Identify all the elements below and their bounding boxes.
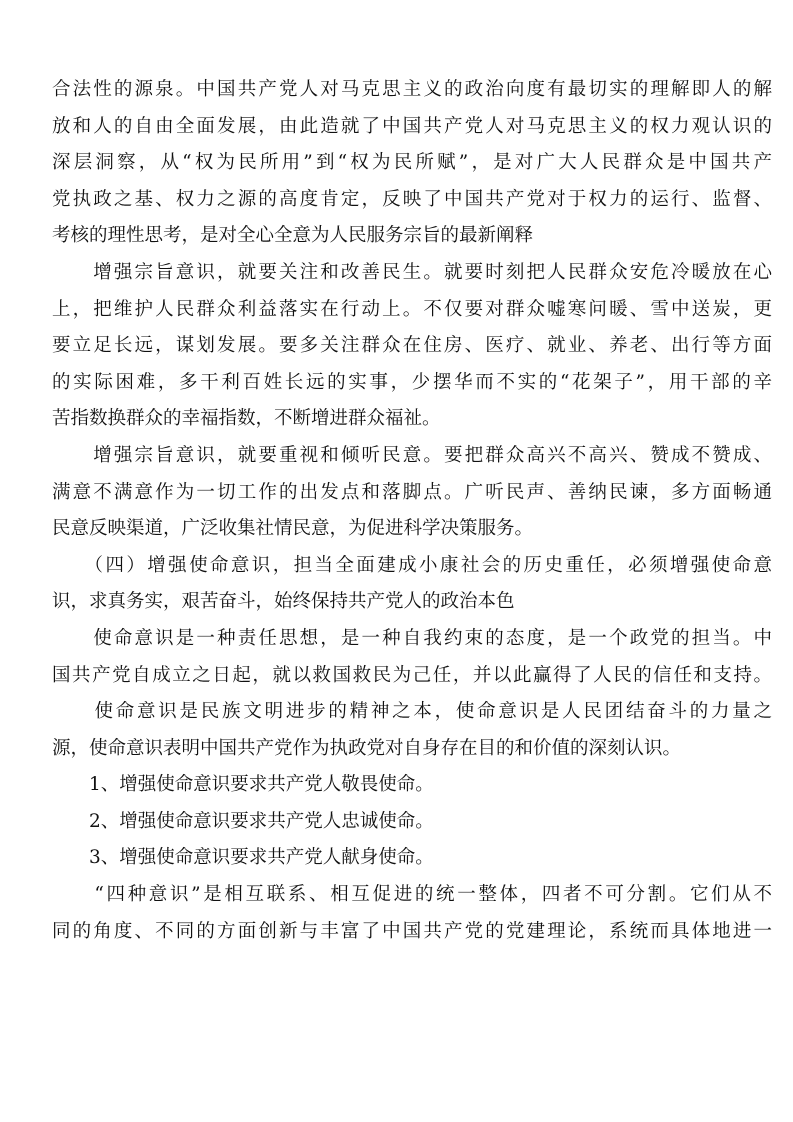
text-line: 放和人的自由全面发展，由此造就了中国共产党人对马克思主义的权力观认识的 bbox=[52, 115, 772, 137]
text-line: 满意不满意作为一切工作的出发点和落脚点。广听民声、善纳民谏，多方面畅通 bbox=[52, 481, 772, 503]
text-line: 上，把维护人民群众利益落实在行动上。不仅要对群众嘘寒问暖、雪中送炭，更 bbox=[52, 298, 772, 320]
text-line: 1、增强使命意识要求共产党人敬畏使命。 bbox=[52, 774, 434, 796]
text-line: 民意反映渠道，广泛收集社情民意，为促进科学决策服务。 bbox=[52, 518, 534, 540]
text-line: 要立足长远，谋划发展。要多关注群众在住房、医疗、就业、养老、出行等方面 bbox=[52, 335, 772, 357]
text-line: 3、增强使命意识要求共产党人献身使命。 bbox=[52, 847, 434, 869]
document-body bbox=[52, 72, 772, 950]
text-line: 增强宗旨意识，就要关注和改善民生。就要时刻把人民群众安危冷暖放在心 bbox=[52, 261, 772, 283]
text-line: 考核的理性思考，是对全心全意为人民服务宗旨的最新阐释 bbox=[52, 225, 534, 247]
text-line: 增强宗旨意识，就要重视和倾听民意。要把群众高兴不高兴、赞成不赞成、 bbox=[52, 444, 772, 466]
text-line: 同的角度、不同的方面创新与丰富了中国共产党的党建理论，系统而具体地进一 bbox=[52, 920, 772, 942]
text-line: 国共产党自成立之日起，就以救国救民为己任，并以此赢得了人民的信任和支持。 bbox=[52, 664, 772, 686]
text-line: 深层洞察，从“权为民所用”到“权为民所赋”，是对广大人民群众是中国共产 bbox=[52, 152, 772, 174]
text-line: 2、增强使命意识要求共产党人忠诚使命。 bbox=[52, 810, 434, 832]
text-line: （四）增强使命意识，担当全面建成小康社会的历史重任，必须增强使命意 bbox=[52, 554, 772, 576]
text-line: 的实际困难，多干利百姓长远的实事，少摆华而不实的“花架子”，用干部的辛 bbox=[52, 371, 772, 393]
text-line: 党执政之基、权力之源的高度肯定，反映了中国共产党对于权力的运行、监督、 bbox=[52, 188, 772, 210]
text-line: “四种意识”是相互联系、相互促进的统一整体，四者不可分割。它们从不 bbox=[52, 884, 772, 906]
text-line: 源，使命意识表明中国共产党作为执政党对自身存在目的和价值的深刻认识。 bbox=[52, 737, 682, 759]
text-line: 识，求真务实，艰苦奋斗，始终保持共产党人的政治本色 bbox=[52, 591, 515, 613]
text-line: 苦指数换群众的幸福指数，不断增进群众福祉。 bbox=[52, 408, 441, 430]
text-line: 合法性的源泉。中国共产党人对马克思主义的政治向度有最切实的理解即人的解 bbox=[52, 79, 772, 100]
text-line: 使命意识是一种责任思想，是一种自我约束的态度，是一个政党的担当。中 bbox=[52, 627, 772, 649]
text-line: 使命意识是民族文明进步的精神之本，使命意识是人民团结奋斗的力量之 bbox=[52, 701, 772, 723]
